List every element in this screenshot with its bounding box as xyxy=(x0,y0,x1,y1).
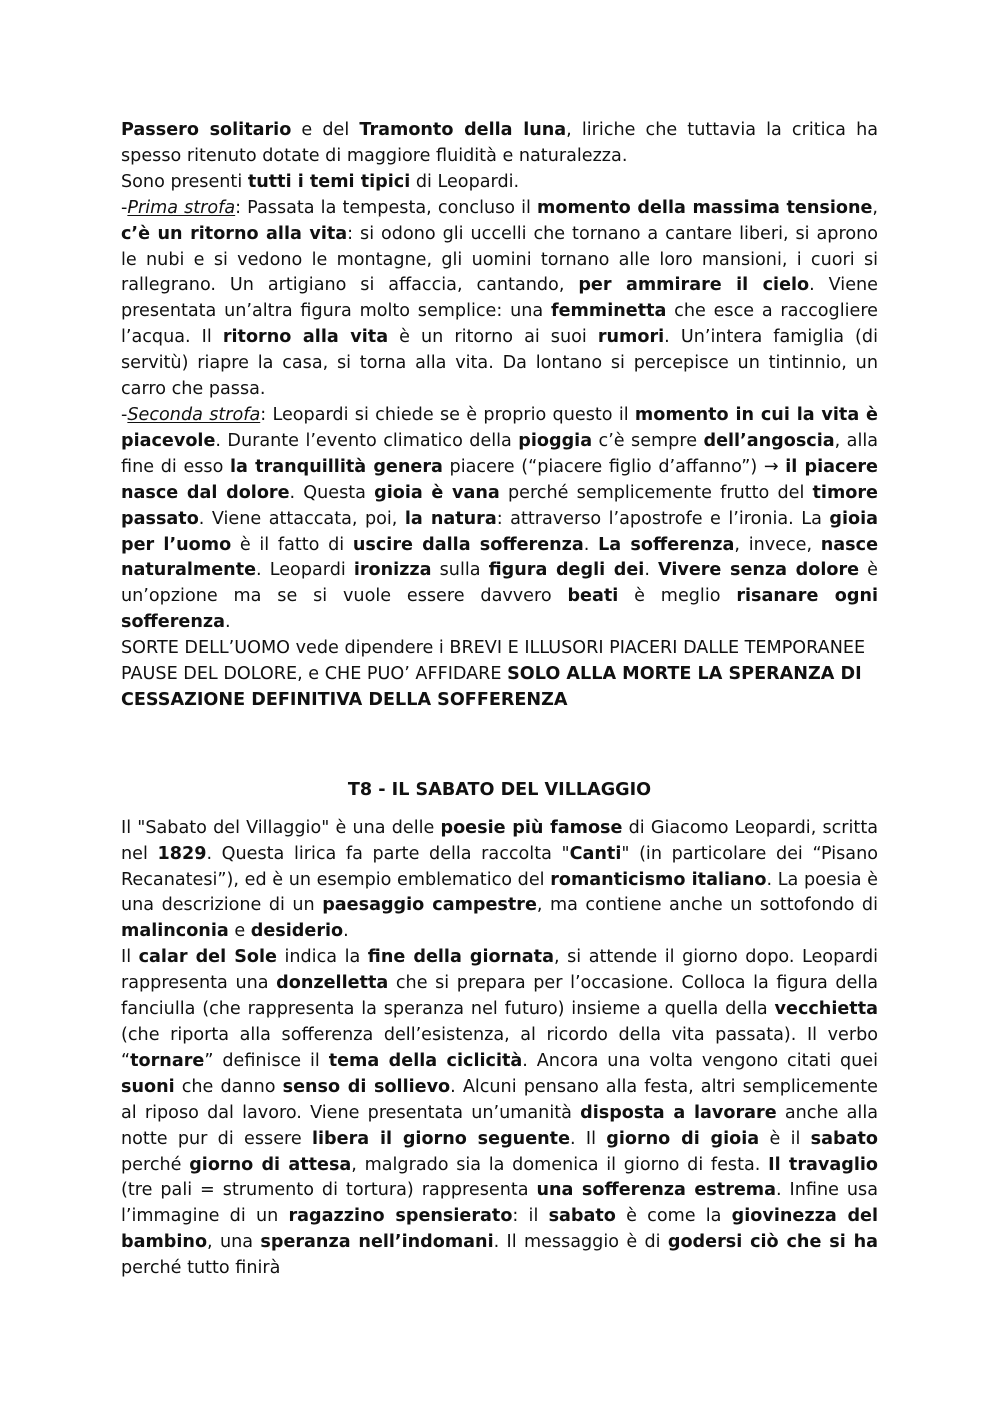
text-run: , ma contiene anche un sottofondo di xyxy=(536,895,878,916)
bold-text: libera il giorno seguente xyxy=(311,1128,570,1149)
text-run: perché semplicemente frutto del xyxy=(499,482,813,503)
text-run: di Giacomo Leopardi, scritta nel xyxy=(121,817,878,864)
text-run: che esce a raccogliere l’acqua. Il xyxy=(121,301,878,348)
text-run: e del xyxy=(291,120,360,140)
text-run: - xyxy=(121,197,128,218)
section-title xyxy=(121,778,878,804)
text-run: e xyxy=(228,921,251,942)
bold-text: romanticismo italiano xyxy=(550,869,767,890)
bold-text: momento in cui la vita è piacevole xyxy=(121,404,878,451)
text-run: . xyxy=(343,921,349,942)
text-run: è un’opzione ma se si vuole essere davvero xyxy=(121,560,878,607)
text-run: , liriche che tuttavia la critica ha spesso ritenuto dotate di maggiore fluidità e naturalezza. xyxy=(121,120,879,166)
bold-text: per ammirare il cielo xyxy=(578,275,810,296)
bold-text: tornare xyxy=(130,1050,205,1071)
text-run: , xyxy=(872,197,879,218)
text-run: . Questa xyxy=(289,482,375,503)
bold-text: ironizza xyxy=(353,560,432,581)
bold-text: disposta a lavorare xyxy=(580,1102,777,1123)
bold-text: La sofferenza xyxy=(598,534,735,555)
bold-text: momento della massima tensione xyxy=(537,197,873,218)
text-run: . xyxy=(583,534,599,555)
bold-text: Passero solitario xyxy=(121,120,292,140)
bold-text: la tranquillità genera xyxy=(230,456,443,477)
text-run: : si odono gli uccelli che tornano a cantare liberi, si aprono le nubi e si vedono le montagne, gli uomini tornano alle loro mansioni, i cuori si rallegrano. Un artigiano si affaccia, cantando, xyxy=(121,223,878,296)
bold-text: Canti xyxy=(569,843,622,864)
bold-text: sabato xyxy=(548,1206,616,1227)
section-gap xyxy=(121,714,878,778)
bold-text: giorno di attesa xyxy=(189,1154,352,1175)
text-run: è il xyxy=(759,1128,811,1149)
text-run: Il "Sabato del Villaggio" è una delle xyxy=(121,817,441,838)
text-run: , si attende il giorno dopo. Leopardi rappresenta una xyxy=(121,947,879,994)
text-run: . La poesia è una descrizione di un xyxy=(121,869,878,916)
bold-text: Il travaglio xyxy=(768,1154,878,1175)
bold-text: calar del Sole xyxy=(138,947,277,968)
bold-text: fine della giornata xyxy=(367,947,554,968)
bold-text: Tramonto della luna xyxy=(359,120,567,140)
bold-text: gioia per l’uomo xyxy=(121,508,878,555)
text-run: c’è sempre xyxy=(592,430,704,451)
text-run: : Leopardi si chiede se è proprio questo il xyxy=(260,404,635,425)
paragraph-sabato-analisi xyxy=(121,945,878,1282)
bold-text: tema della ciclicità xyxy=(328,1050,523,1071)
text-run: perché xyxy=(121,1154,190,1175)
text-run: Il xyxy=(121,947,139,968)
text-run: indica la xyxy=(276,947,368,968)
bold-text: beati xyxy=(567,586,619,607)
paragraph-seconda-strofa xyxy=(121,403,878,636)
paragraph-prima-strofa xyxy=(121,196,878,403)
bold-text: donzelletta xyxy=(276,973,389,994)
bold-text: giovinezza del bambino xyxy=(121,1206,879,1253)
bold-text: dell’angoscia xyxy=(703,430,835,451)
text-run: , alla fine di esso xyxy=(121,430,878,477)
text-run: , una xyxy=(207,1232,261,1253)
text-run: (tre pali = strumento di tortura) rappresenta xyxy=(121,1180,537,1201)
title-gap xyxy=(121,804,878,816)
text-run: . Viene attaccata, poi, xyxy=(198,508,405,529)
text-run: sulla xyxy=(431,560,489,581)
text-run: è come la xyxy=(615,1206,732,1227)
bold-text: godersi ciò che si ha xyxy=(667,1232,878,1253)
text-run: . xyxy=(644,560,659,581)
bold-text: gioia è vana xyxy=(374,482,500,503)
bold-text: SOLO ALLA MORTE LA SPERANZA DI CESSAZIONE DEFINITIVA DELLA SOFFERENZA xyxy=(121,664,862,710)
bold-text: poesie più famose xyxy=(440,817,623,838)
text-run: . Un’intera famiglia (di servitù) riapre la casa, si torna alla vita. Da lontano si percepisce un tintinnio, un carro che passa. xyxy=(121,327,878,400)
text-run: T8 - IL SABATO DEL VILLAGGIO xyxy=(347,779,652,800)
bold-text: malinconia xyxy=(121,921,229,942)
paragraph-sabato-intro xyxy=(121,816,878,946)
bold-text: paesaggio campestre xyxy=(322,895,537,916)
bold-text: figura degli dei xyxy=(488,560,645,581)
text-run: . Alcuni pensano alla festa, altri semplicemente al riposo dal lavoro. Viene presentata un’umanità xyxy=(121,1076,878,1123)
bold-text: 1829 xyxy=(157,843,207,864)
text-run: . Il xyxy=(570,1128,607,1149)
text-run: è un ritorno ai suoi xyxy=(388,327,598,348)
bold-text: giorno di gioia xyxy=(606,1128,760,1149)
text-run: che danno xyxy=(174,1076,283,1097)
bold-text: nasce naturalmente xyxy=(121,534,878,581)
text-run: è meglio xyxy=(618,586,737,607)
paragraph-intro xyxy=(121,118,878,170)
bold-text: c’è un ritorno alla vita xyxy=(121,223,348,244)
bold-text: ritorno alla vita xyxy=(222,327,389,348)
bold-text: il piacere nasce dal dolore xyxy=(121,456,878,503)
underlined-italic-text: Seconda strofa xyxy=(127,404,261,425)
document-page xyxy=(121,118,878,1282)
text-run: Sono presenti xyxy=(121,171,248,192)
underlined-italic-text: Prima strofa xyxy=(127,197,236,218)
bold-text: sabato xyxy=(810,1128,878,1149)
text-run: ” definisce il xyxy=(204,1050,329,1071)
bold-text: ragazzino spensierato xyxy=(288,1206,513,1227)
text-run: . Ancora una volta vengono citati quei xyxy=(522,1050,879,1071)
bold-text: vecchietta xyxy=(774,999,878,1020)
bold-text: pioggia xyxy=(518,430,593,451)
text-run: : il xyxy=(512,1206,549,1227)
bold-text: uscire dalla sofferenza xyxy=(352,534,584,555)
text-run: , invece, xyxy=(734,534,821,555)
bold-text: risanare ogni sofferenza xyxy=(121,586,878,633)
text-run: . Durante l’evento climatico della xyxy=(215,430,519,451)
text-run: SORTE DELL’UOMO vede dipendere i BREVI E ILLUSORI PIACERI DALLE TEMPORANEE PAUSE DEL DOLORE, e CHE PUO’ AFFIDARE xyxy=(121,638,866,685)
paragraph-sorte-uomo xyxy=(121,636,878,714)
text-run: anche alla notte pur di essere xyxy=(121,1102,878,1149)
bold-text: suoni xyxy=(121,1076,175,1097)
text-run: . Viene presentata un’altra figura molto semplice: una xyxy=(121,275,878,322)
text-run: - xyxy=(121,404,128,425)
text-run: : attraverso l’apostrofe e l’ironia. La xyxy=(496,508,830,529)
text-run: che si prepara per l’occasione. Colloca la figura della fanciulla (che rappresenta la speranza nel futuro) insieme a quella della xyxy=(121,973,878,1020)
text-run: piacere (“piacere figlio d’affanno”) → xyxy=(442,456,786,477)
bold-text: rumori xyxy=(597,327,665,348)
bold-text: femminetta xyxy=(550,301,667,322)
text-run: di Leopardi. xyxy=(410,171,520,192)
bold-text: tutti i temi tipici xyxy=(247,171,411,192)
text-run: . Il messaggio è di xyxy=(493,1232,668,1253)
text-run: . Infine usa l’immagine di un xyxy=(121,1180,879,1227)
text-run: (che riporta alla sofferenza dell’esistenza, al ricordo della vita passata). Il verbo “ xyxy=(121,1025,878,1071)
bold-text: senso di sollievo xyxy=(282,1076,451,1097)
bold-text: una sofferenza estrema xyxy=(536,1180,777,1201)
text-run: . xyxy=(225,612,231,633)
bold-text: timore passato xyxy=(121,482,878,529)
text-run: perché tutto finirà xyxy=(121,1258,281,1279)
text-run: . Questa lirica fa parte della raccolta " xyxy=(206,843,570,864)
text-run: , malgrado sia la domenica il giorno di festa. xyxy=(351,1154,769,1175)
bold-text: la natura xyxy=(404,508,497,529)
text-run: . Leopardi xyxy=(256,560,354,581)
text-run: è il fatto di xyxy=(231,534,353,555)
paragraph-temi xyxy=(121,170,878,196)
text-run: : Passata la tempesta, concluso il xyxy=(235,197,538,218)
bold-text: speranza nell’indomani xyxy=(260,1232,494,1253)
bold-text: Vivere senza dolore xyxy=(658,560,860,581)
bold-text: desiderio xyxy=(250,921,344,942)
text-run: " (in particolare dei “Pisano Recanatesi”), ed è un esempio emblematico del xyxy=(121,843,878,890)
